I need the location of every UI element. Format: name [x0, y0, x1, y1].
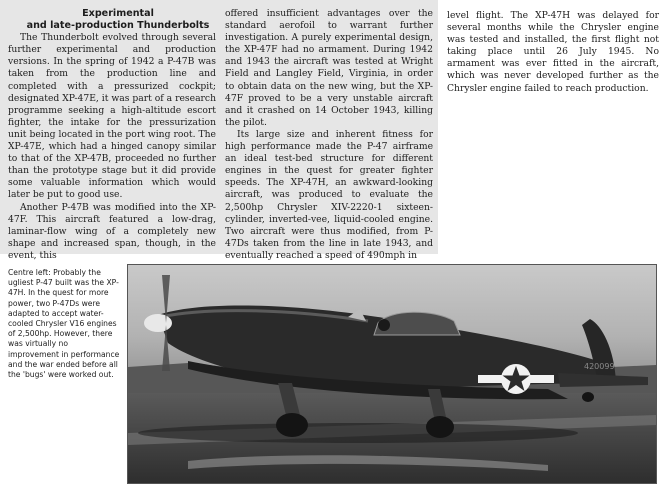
tail-marking: 420099 — [584, 362, 615, 371]
roundel-bar-left — [478, 375, 502, 383]
aircraft-photo — [127, 264, 657, 484]
paragraph: offered insufficient advantages over the standard aerofoil to warrant further investigation. A purely experimental design, the XP-47F had no armament. During 1942 and 1943 the aircraft was tested at Wright Field and Langley Field, Virginia, in order to obtain data on the new wing, but the XP-47F proved to be a very unstable aircraft and it crashed on 14 October 1943, killing the pilot. — [225, 8, 433, 128]
pilot-figure — [378, 319, 390, 331]
section-heading-line2: and late-production Thunderbolts — [26, 20, 210, 32]
main-landing-gear-wheel — [276, 413, 308, 437]
roundel-bar-right — [530, 375, 554, 383]
second-landing-gear-wheel — [426, 416, 454, 438]
paragraph: The Thunderbolt evolved through several further experimental and production versions. In the spring of 1942 a P-47B was taken from the production line and completed with a pressurized cockpit; designated XP-47E, it was part of a research programme seeking a high-altitude escort fighter, the intake for the pressurization unit being located in the port wing root. The XP-47E, which had a hinged canopy similar to that of the XP-47B, proceeded no further than the prototype stage but it did provide some valuable information which would later be put to good use. — [8, 32, 216, 201]
paragraph: Another P-47B was modified into the XP-47F. This aircraft featured a low-drag, laminar-flow wing of a completely new shape and increased span, though, in the event, this — [8, 201, 216, 261]
section-heading-line1: Experimental — [82, 8, 154, 19]
paragraph: Its large size and inherent fitness for high performance made the P-47 airframe an ideal test-bed structure for different engines in the quest for greater fighter speeds. The XP-47H, an awkward-looking aircraft, was produced to evaluate the 2,500hp Chrysler XIV-2220-1 sixteen-cylinder, inverted-vee, liquid-cooled engine. Two aircraft were thus modified, from P-47Ds taken from the line in late 1943, and eventually reached a speed of 490mph in — [225, 128, 433, 261]
aircraft-shadow — [138, 423, 578, 443]
xp-47h-illustration — [128, 265, 656, 483]
paragraph: level flight. The XP-47H was delayed for several months while the Chrysler engine was tested and installed, the first flight not taking place until 26 July 1945. No armament was ever fitted in the aircraft, which was never developed further as the Chrysler engine failed to reach production. — [447, 10, 659, 94]
text-column-3 — [447, 10, 659, 95]
photo-caption: Centre left: Probably the ugliest P-47 built was the XP-47H. In the quest for more power, two P-47Ds were adapted to accept water-cooled Chrysler V16 engines of 2,500hp. However, there was virtually no improvement in performance and the war ended before all the 'bugs' were worked out. — [8, 268, 120, 380]
text-column-1 — [8, 8, 216, 262]
propeller-spinner — [144, 314, 172, 332]
tail-wheel — [582, 392, 594, 402]
text-column-2 — [225, 8, 433, 262]
